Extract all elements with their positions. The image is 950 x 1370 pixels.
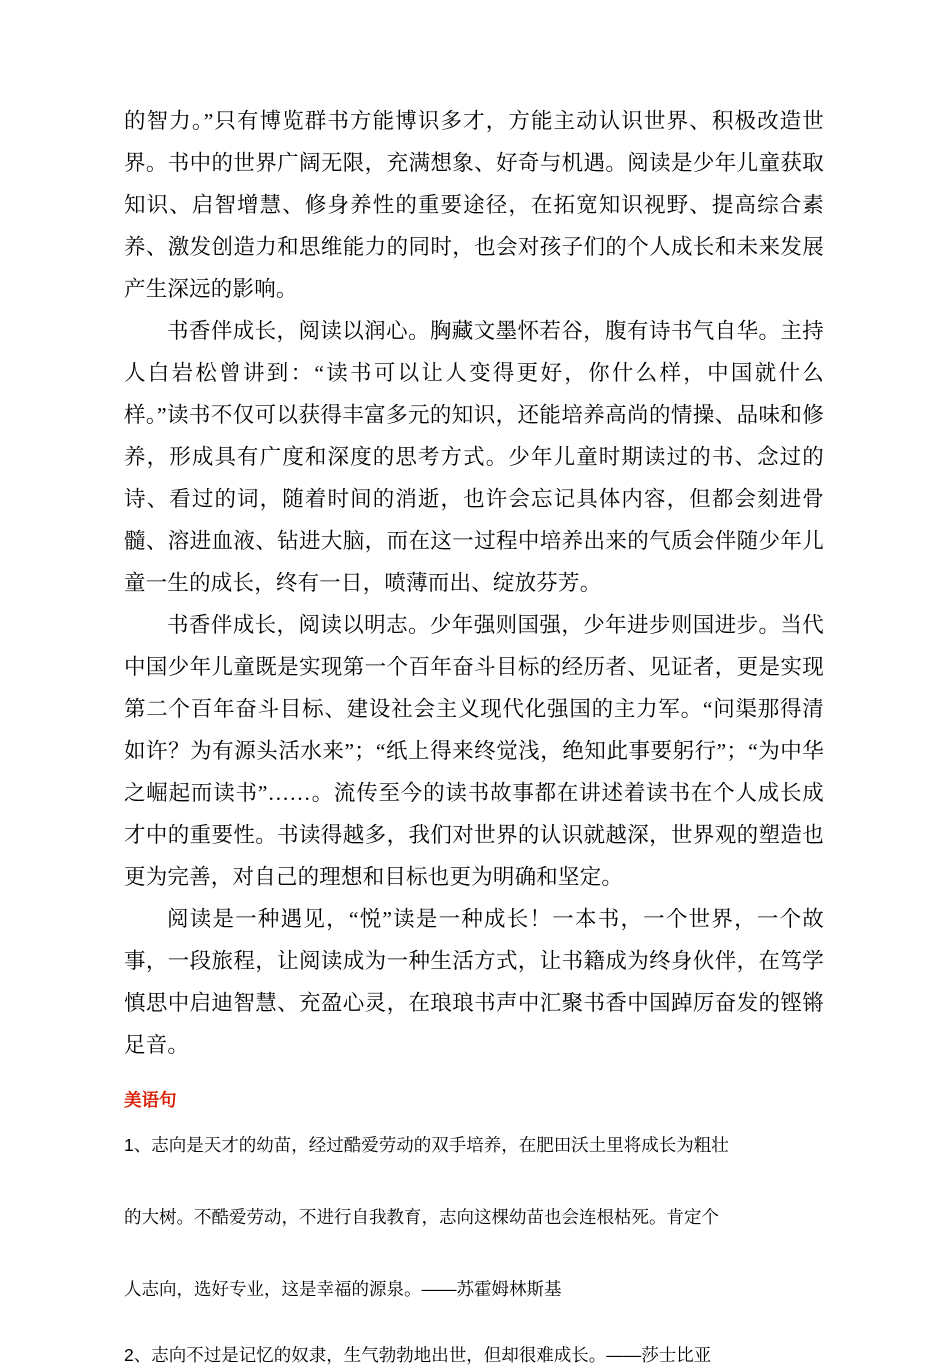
paragraph: 阅读是一种遇见，“悦”读是一种成长！一本书，一个世界，一个故事，一段旅程，让阅读成为一种生活方式，让书籍成为终身伙伴，在笃学慎思中启迪智慧、充盈心灵，在琅琅书声中汇聚书香中国踔厉奋发的铿锵足音。 [124, 907, 824, 1057]
paragraph: 的智力。”只有博览群书方能博识多才，方能主动认识世界、积极改造世界。书中的世界广阔无限，充满想象、好奇与机遇。阅读是少年儿童获取知识、启智增慧、修身养性的重要途径，在拓宽知识视野、提高综合素养、激发创造力和思维能力的同时，也会对孩子们的个人成长和未来发展产生深远的影响。 [124, 109, 824, 301]
section-heading: 美语句 [124, 1090, 177, 1110]
list-item: 1、志向是天才的幼苗，经过酷爱劳动的双手培养，在肥田沃土里将成长为粗壮 [124, 1135, 729, 1155]
document-content [124, 100, 824, 1370]
list-item: 2、志向不过是记忆的奴隶，生气勃勃地出世，但却很难成长。——莎士比亚 [124, 1345, 712, 1365]
paragraph: 书香伴成长，阅读以明志。少年强则国强，少年进步则国进步。当代中国少年儿童既是实现第一个百年奋斗目标的经历者、见证者，更是实现第二个百年奋斗目标、建设社会主义现代化强国的主力军。“问渠那得清如许？为有源头活水来”；“纸上得来终觉浅，绝知此事要躬行”；“为中华之崛起而读书”……。流传至今的读书故事都在讲述着读书在个人成长成才中的重要性。书读得越多，我们对世界的认识就越深，世界观的塑造也更为完善，对自己的理想和目标也更为明确和坚定。 [124, 613, 824, 889]
list-item: 人志向，选好专业，这是幸福的源泉。——苏霍姆林斯基 [124, 1279, 562, 1299]
quote-list [124, 1130, 824, 1370]
paragraph: 书香伴成长，阅读以润心。胸藏文墨怀若谷，腹有诗书气自华。主持人白岩松曾讲到：“读书可以让人变得更好，你什么样，中国就什么样。”读书不仅可以获得丰富多元的知识，还能培养高尚的情操、品味和修养，形成具有广度和深度的思考方式。少年儿童时期读过的书、念过的诗、看过的词，随着时间的消逝，也许会忘记具体内容，但都会刻进骨髓、溶进血液、钻进大脑，而在这一过程中培养出来的气质会伴随少年儿童一生的成长，终有一日，喷薄而出、绽放芬芳。 [124, 319, 824, 595]
list-item: 的大树。不酷爱劳动，不进行自我教育，志向这棵幼苗也会连根枯死。肯定个 [124, 1207, 719, 1227]
